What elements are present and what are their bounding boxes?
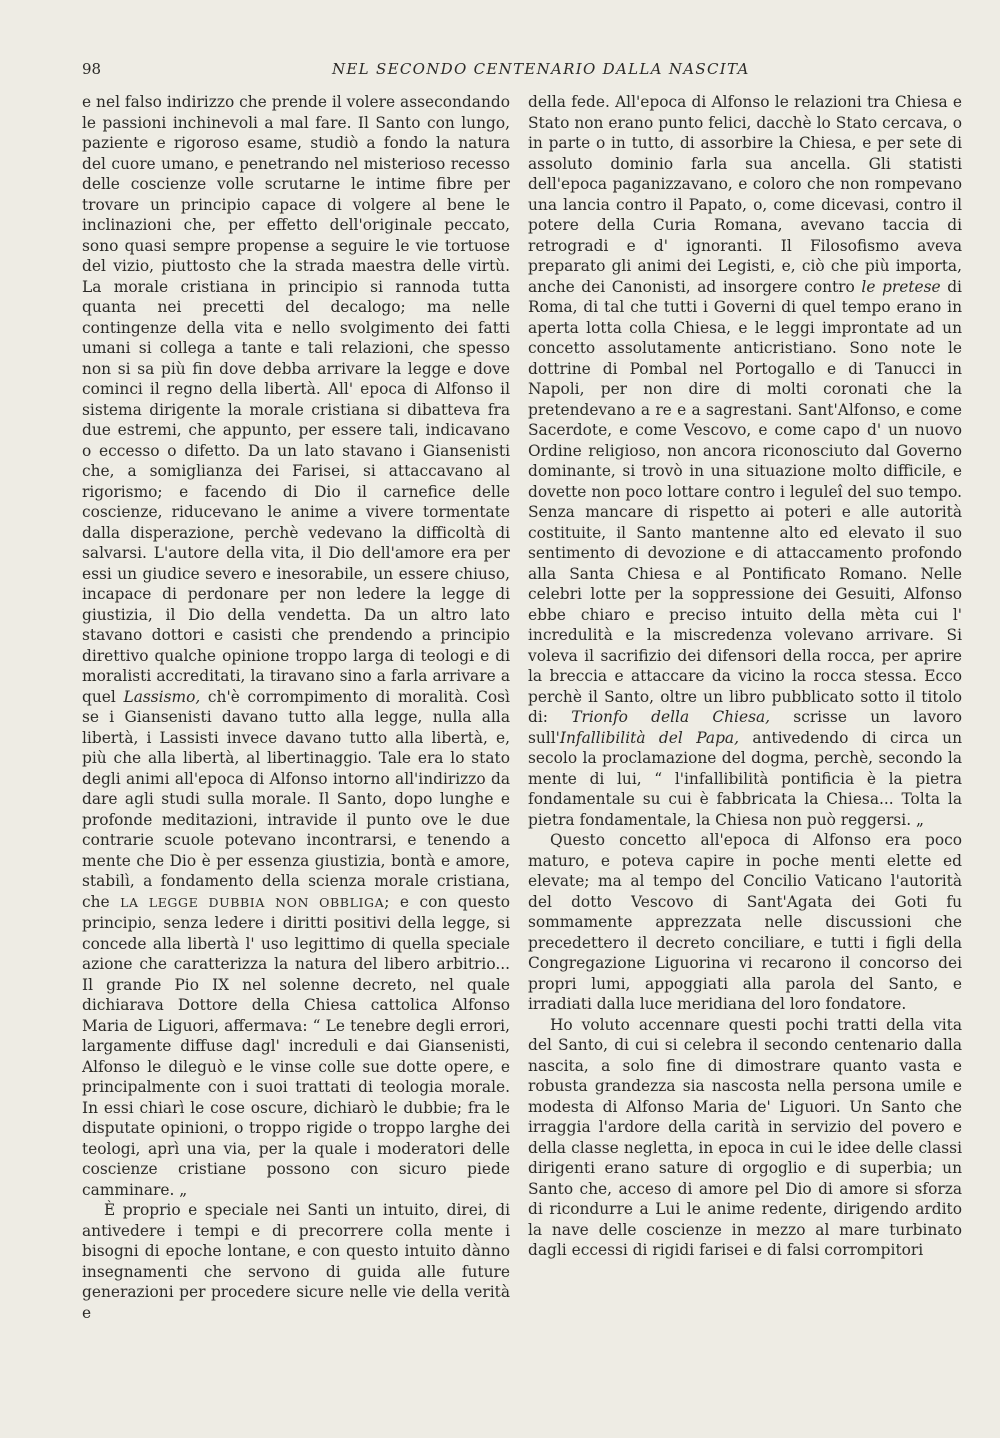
running-title: NEL SECONDO CENTENARIO DALLA NASCITA (332, 60, 750, 78)
small-caps-principle: LA LEGGE DUBBIA NON OBBLIGA (120, 894, 385, 910)
paragraph: Ho voluto accennare questi pochi tratti della vita del Santo, di cui si celebra il secondo centenario dalla nascita, a solo fine di dimostrare quanto vasta e robusta grandezza sia nascosta nella persona umile e modesta di Alfonso Maria de' Liguori. Un Santo che irraggia l'ardore della carità in servizio del povero e della classe negletta, in epoca in cui le idee delle classi dirigenti erano sature di orgoglio e di superbia; un Santo che, acceso di amore pel Dio di amore si sforza di ricondurre a Lui le anime redente, dirigendo ardito la nave delle coscienze in mezzo al mare turbinato dagli eccessi di rigidi farisei e di falsi corrompitori (528, 1015, 962, 1259)
paragraph (82, 92, 510, 1200)
italic-title: Infallibilità del Papa, (559, 728, 739, 747)
paragraph-text: ch'è corrompimento di moralità. Così se i Giansenisti davano tutto alla legge, nulla alla libertà, i Lassisti invece davano tutto alla libertà, e, più che alla libertà, al libertinaggio. Tale era lo stato degli animi all'epoca di Alfonso intorno all'indirizzo da dare agli studi sulla morale. Il Santo, dopo lunghe e profonde meditazioni, intravide il punto ove le due contrarie scuole potevano incontrarsi, e tenendo a mente che Dio è per essenza giustizia, bontà e amore, stabilì, a fondamento della scienza morale cristiana, che (82, 687, 510, 911)
paragraph: Questo concetto all'epoca di Alfonso era poco maturo, e poteva capire in poche menti elette ed elevate; ma al tempo del Concilio Vaticano l'autorità del dotto Vescovo di Sant'Agata dei Goti fu sommamente apprezzata nelle discussioni che precedettero il decreto conciliare, e tutti i figli della Congregazione Liguorina vi recarono il concorso dei propri lumi, appoggiati alla parola del Santo, e irradiati dalla luce meridiana del loro fondatore. (528, 831, 962, 1013)
italic-term: le pretese (861, 277, 941, 296)
paragraph-text: di Roma, di tal che tutti i Governi di quel tempo erano in aperta lotta colla Chiesa, e le leggi improntate ad un concetto assolutamente anticristiano. Sono note le dottrine di Pombal nel Portogallo e di Tanucci in Napoli, per non dire di molti coronati che la pretendevano a re e a sagrestani. Sant'Alfonso, e come Sacerdote, e come Vescovo, e come capo d' un nuovo Ordine religioso, non ancora riconosciuto dal Governo dominante, si trovò in una situazione molto difficile, e dovette non poco lottare contro i leguleî del suo tempo. Senza mancare di rispetto ai poteri e alle autorità costituite, il Santo mantenne alto ed elevato il suo sentimento di devozione e di attaccamento profondo alla Santa Chiesa e al Pontificato Romano. Nelle celebri lotte per la soppressione dei Gesuiti, Alfonso ebbe chiaro e preciso intuito della mèta cui l' incredulità e la miscredenza volevano arrivare. Si voleva il sacrifizio dei difensori della rocca, per aprire la breccia e attaccare da vicino la rocca stessa. Ecco perchè il Santo, oltre un libro pubblicato sotto il titolo di: (528, 277, 962, 726)
italic-title: Trionfo della Chiesa, (571, 708, 771, 726)
left-column (82, 92, 510, 1323)
italic-term: Lassismo, (123, 687, 201, 706)
running-head (82, 60, 962, 86)
paragraph (528, 92, 962, 830)
paragraph-text: della fede. All'epoca di Alfonso le relazioni tra Chiesa e Stato non erano punto felici, dacchè lo Stato cercava, o in parte o in tutto, di assorbire la Chiesa, e per sete di assoluto dominio farla sua ancella. Gli statisti dell'epoca paganizzavano, e coloro che non rompevano una lancia contro il Papato, o, come dicevasi, contro il potere della Curia Romana, avevano taccia di retrogradi e d' ignoranti. Il Filosofismo aveva preparato gli animi dei Legisti, e, ciò che più importa, anche dei Canonisti, ad insorgere contro (528, 93, 962, 296)
paragraph: È proprio e speciale nei Santi un intuito, direi, di antivedere i tempi e di precorrere colla mente i bisogni di epoche lontane, e con questo intuito dànno insegnamenti che servono di guida alle future generazioni per procedere sicure nelle vie della verità e (82, 1201, 510, 1322)
paragraph-text: ; e con questo principio, senza ledere i diritti positivi della legge, si concede alla libertà l' uso legittimo di quella speciale azione che caratterizza la natura del libero arbitrio... Il grande Pio IX nel solenne decreto, nel quale dichiarava Dottore della Chiesa cattolica Alfonso Maria de Liguori, affermava: “ Le tenebre degli errori, largamente diffuse dagl' increduli e dai Giansenisti, Alfonso le dileguò e le vinse colle sue dotte opere, e principalmente con i suoi trattati di teologia morale. In essi chiarì le cose oscure, dichiarò le dubbie; fra le disputate opinioni, o troppo rigide o troppo larghe dei teologi, aprì una via, per la quale i moderatori delle coscienze cristiane possono con sicuro piede camminare. „ (82, 892, 510, 1199)
paragraph-text: scrisse un lavoro sull' (528, 708, 963, 747)
page-number: 98 (82, 60, 102, 78)
right-column (528, 92, 962, 1261)
paragraph-text: e nel falso indirizzo che prende il volere assecondando le passioni inchinevoli a mal fare. Il Santo con lungo, paziente e rigoroso esame, studiò a fondo la natura del cuore umano, e penetrando nel misterioso recesso delle coscienze volle scrutarne le intime fibre per trovare un principio capace di volgere al bene le inclinazioni che, per effetto dell'originale peccato, sono quasi sempre propense a seguire le vie tortuose del vizio, piuttosto che la strada maestra delle virtù. La morale cristiana in principio si rannoda tutta quanta nei precetti del decalogo; ma nelle contingenze della vita e nello svolgimento dei fatti umani si collega a tante e tali relazioni, che spesso non si sa più fin dove debba arrivare la legge e dove cominci il regno della libertà. All' epoca di Alfonso il sistema dirigente la morale cristiana si dibatteva fra due estremi, che appunto, per essere tali, indicavano o eccesso o difetto. Da un lato stavano i Giansenisti che, a somiglianza dei Farisei, si attaccavano al rigorismo; e facendo di Dio il carnefice delle coscienze, riducevano le anime a vivere tormentate dalla disperazione, perchè vedevano la difficoltà di salvarsi. L'autore della vita, il Dio dell'amore era per essi un giudice severo e inesorabile, un essere chiuso, incapace di perdonare per non ledere la legge di giustizia, il Dio della vendetta. Da un altro lato stavano dottori e casisti che prendendo a principio direttivo qualche opinione troppo larga di teologi e di moralisti accreditati, la tiravano sino a farla arrivare a quel (82, 93, 510, 706)
paragraph-text: antivedendo di circa un secolo la proclamazione del dogma, perchè, secondo la mente di lui, “ l'infallibilità pontificia è la pietra fondamentale su cui è fabbricata la Chiesa... Tolta la pietra fondamentale, la Chiesa non può reggersi. „ (528, 728, 962, 829)
